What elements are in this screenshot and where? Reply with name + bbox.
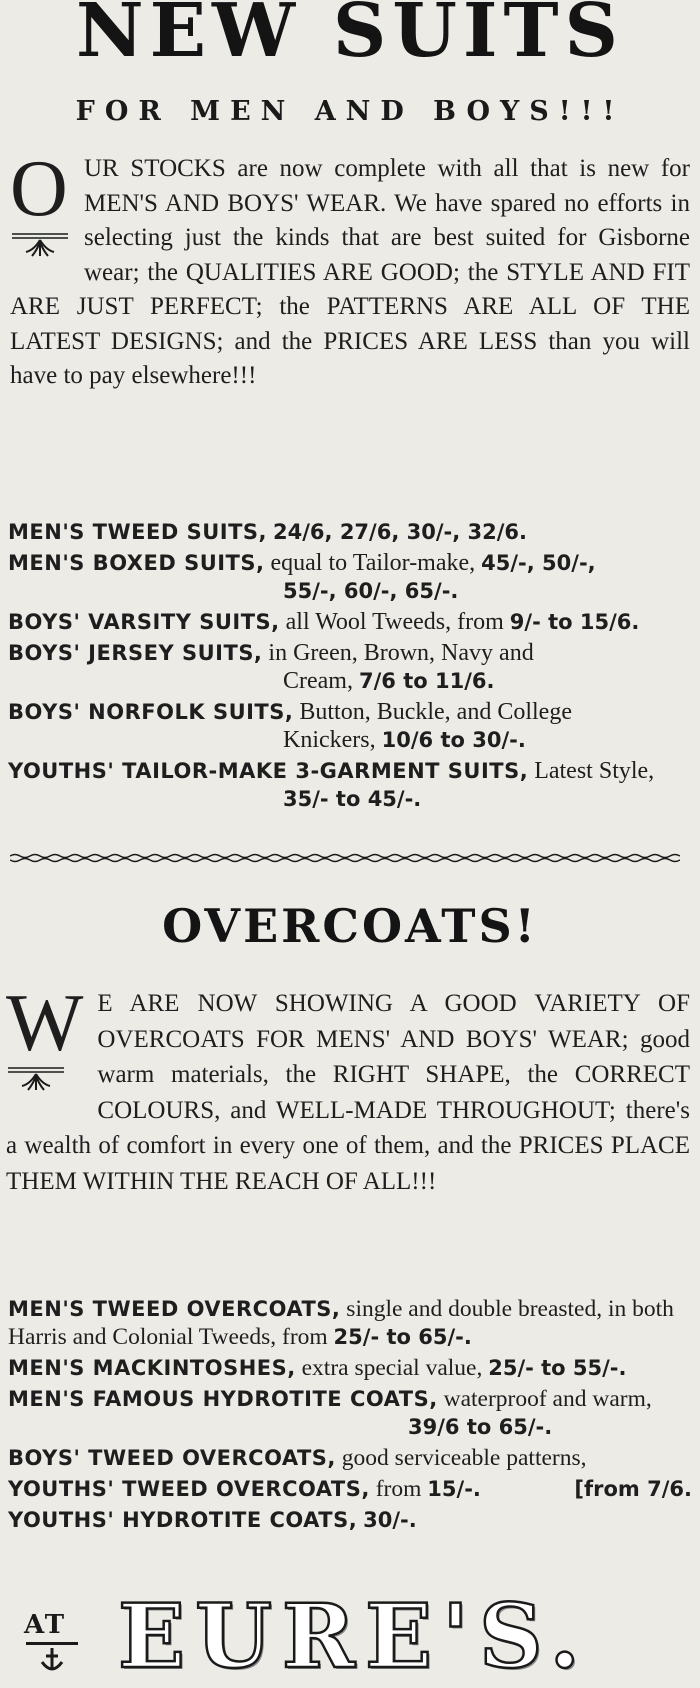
headline-overcoats: OVERCOATS! [162,899,538,953]
overcoats-intro-text: E ARE NOW SHOWING A GOOD VARIETY OF OVERCOATS FOR MENS' AND BOYS' WEAR; good warm materials, the RIGHT SHAPE, the CORRECT COLOURS, and WELL-MADE THROUGHOUT; there's a wealth of comfort in every one of them, and the PRICES PLACE THEM WITHIN THE REACH OF ALL!!! [6,990,690,1195]
subheadline: FOR MEN AND BOYS!!! [75,96,625,127]
overcoats-price-list [8,1295,692,1537]
list-item: YOUTHS' TAILOR-MAKE 3-GARMENT SUITS, Latest Style, 35/- to 45/-. [8,758,655,811]
at-label: AT [24,1610,67,1640]
footer-brand [0,1584,700,1688]
list-item: MEN'S MACKINTOSHES, extra special value, 25/- to 55/-. [8,1355,627,1381]
intro-text: UR STOCKS are now complete with all that is new for MEN'S AND BOYS' WEAR. We have spared no efforts in selecting just the kinds that are best suited for Gisborne wear; the QUALITIES ARE GOOD; the STYLE AND FIT ARE JUST PERFECT; the PATTERNS ARE ALL OF THE LATEST DESIGNS; and the PRICES ARE LESS than you will have to pay elsewhere!!! [10,155,690,389]
list-item: BOYS' NORFOLK SUITS, Button, Buckle, and College Knickers, 10/6 to 30/-. [8,699,572,753]
headline-new-suits: NEW SUITS [75,0,624,74]
at-underline [26,1642,78,1645]
list-item: BOYS' VARSITY SUITS, all Wool Tweeds, from 9/- to 15/6. [8,609,640,635]
ornament-icon [10,228,70,264]
anchor-ornament-icon [38,1648,66,1674]
list-item: MEN'S FAMOUS HYDROTITE COATS, waterproof and warm, 39/6 to 65/-. [8,1386,652,1439]
overcoats-intro-paragraph [6,977,690,1199]
list-item: MEN'S TWEED OVERCOATS, single and double breasted, in both Harris and Colonial Tweeds, from 25/- to 65/-. [8,1296,674,1350]
list-item: BOYS' JERSEY SUITS, in Green, Brown, Navy and Cream, 7/6 to 11/6. [8,640,534,694]
list-item: MEN'S BOXED SUITS, equal to Tailor-make, 45/-, 50/-, 55/-, 60/-, 65/-. [8,550,596,603]
brand-name: EURE'S. [118,1584,591,1688]
dropcap-w: W [6,990,83,1110]
suits-price-list [8,518,692,816]
ornament-icon [6,1062,66,1098]
list-item: MEN'S TWEED SUITS, 24/6, 27/6, 30/-, 32/6. [8,520,527,544]
list-item: YOUTHS' TWEED OVERCOATS, from 15/-. [from 7/6. [8,1476,692,1502]
section-divider [10,853,680,863]
intro-paragraph [10,145,690,394]
dropcap-o: O [10,156,70,276]
list-item: YOUTHS' HYDROTITE COATS, 30/-. [8,1508,417,1532]
list-item: BOYS' TWEED OVERCOATS, good serviceable patterns, [8,1445,587,1471]
